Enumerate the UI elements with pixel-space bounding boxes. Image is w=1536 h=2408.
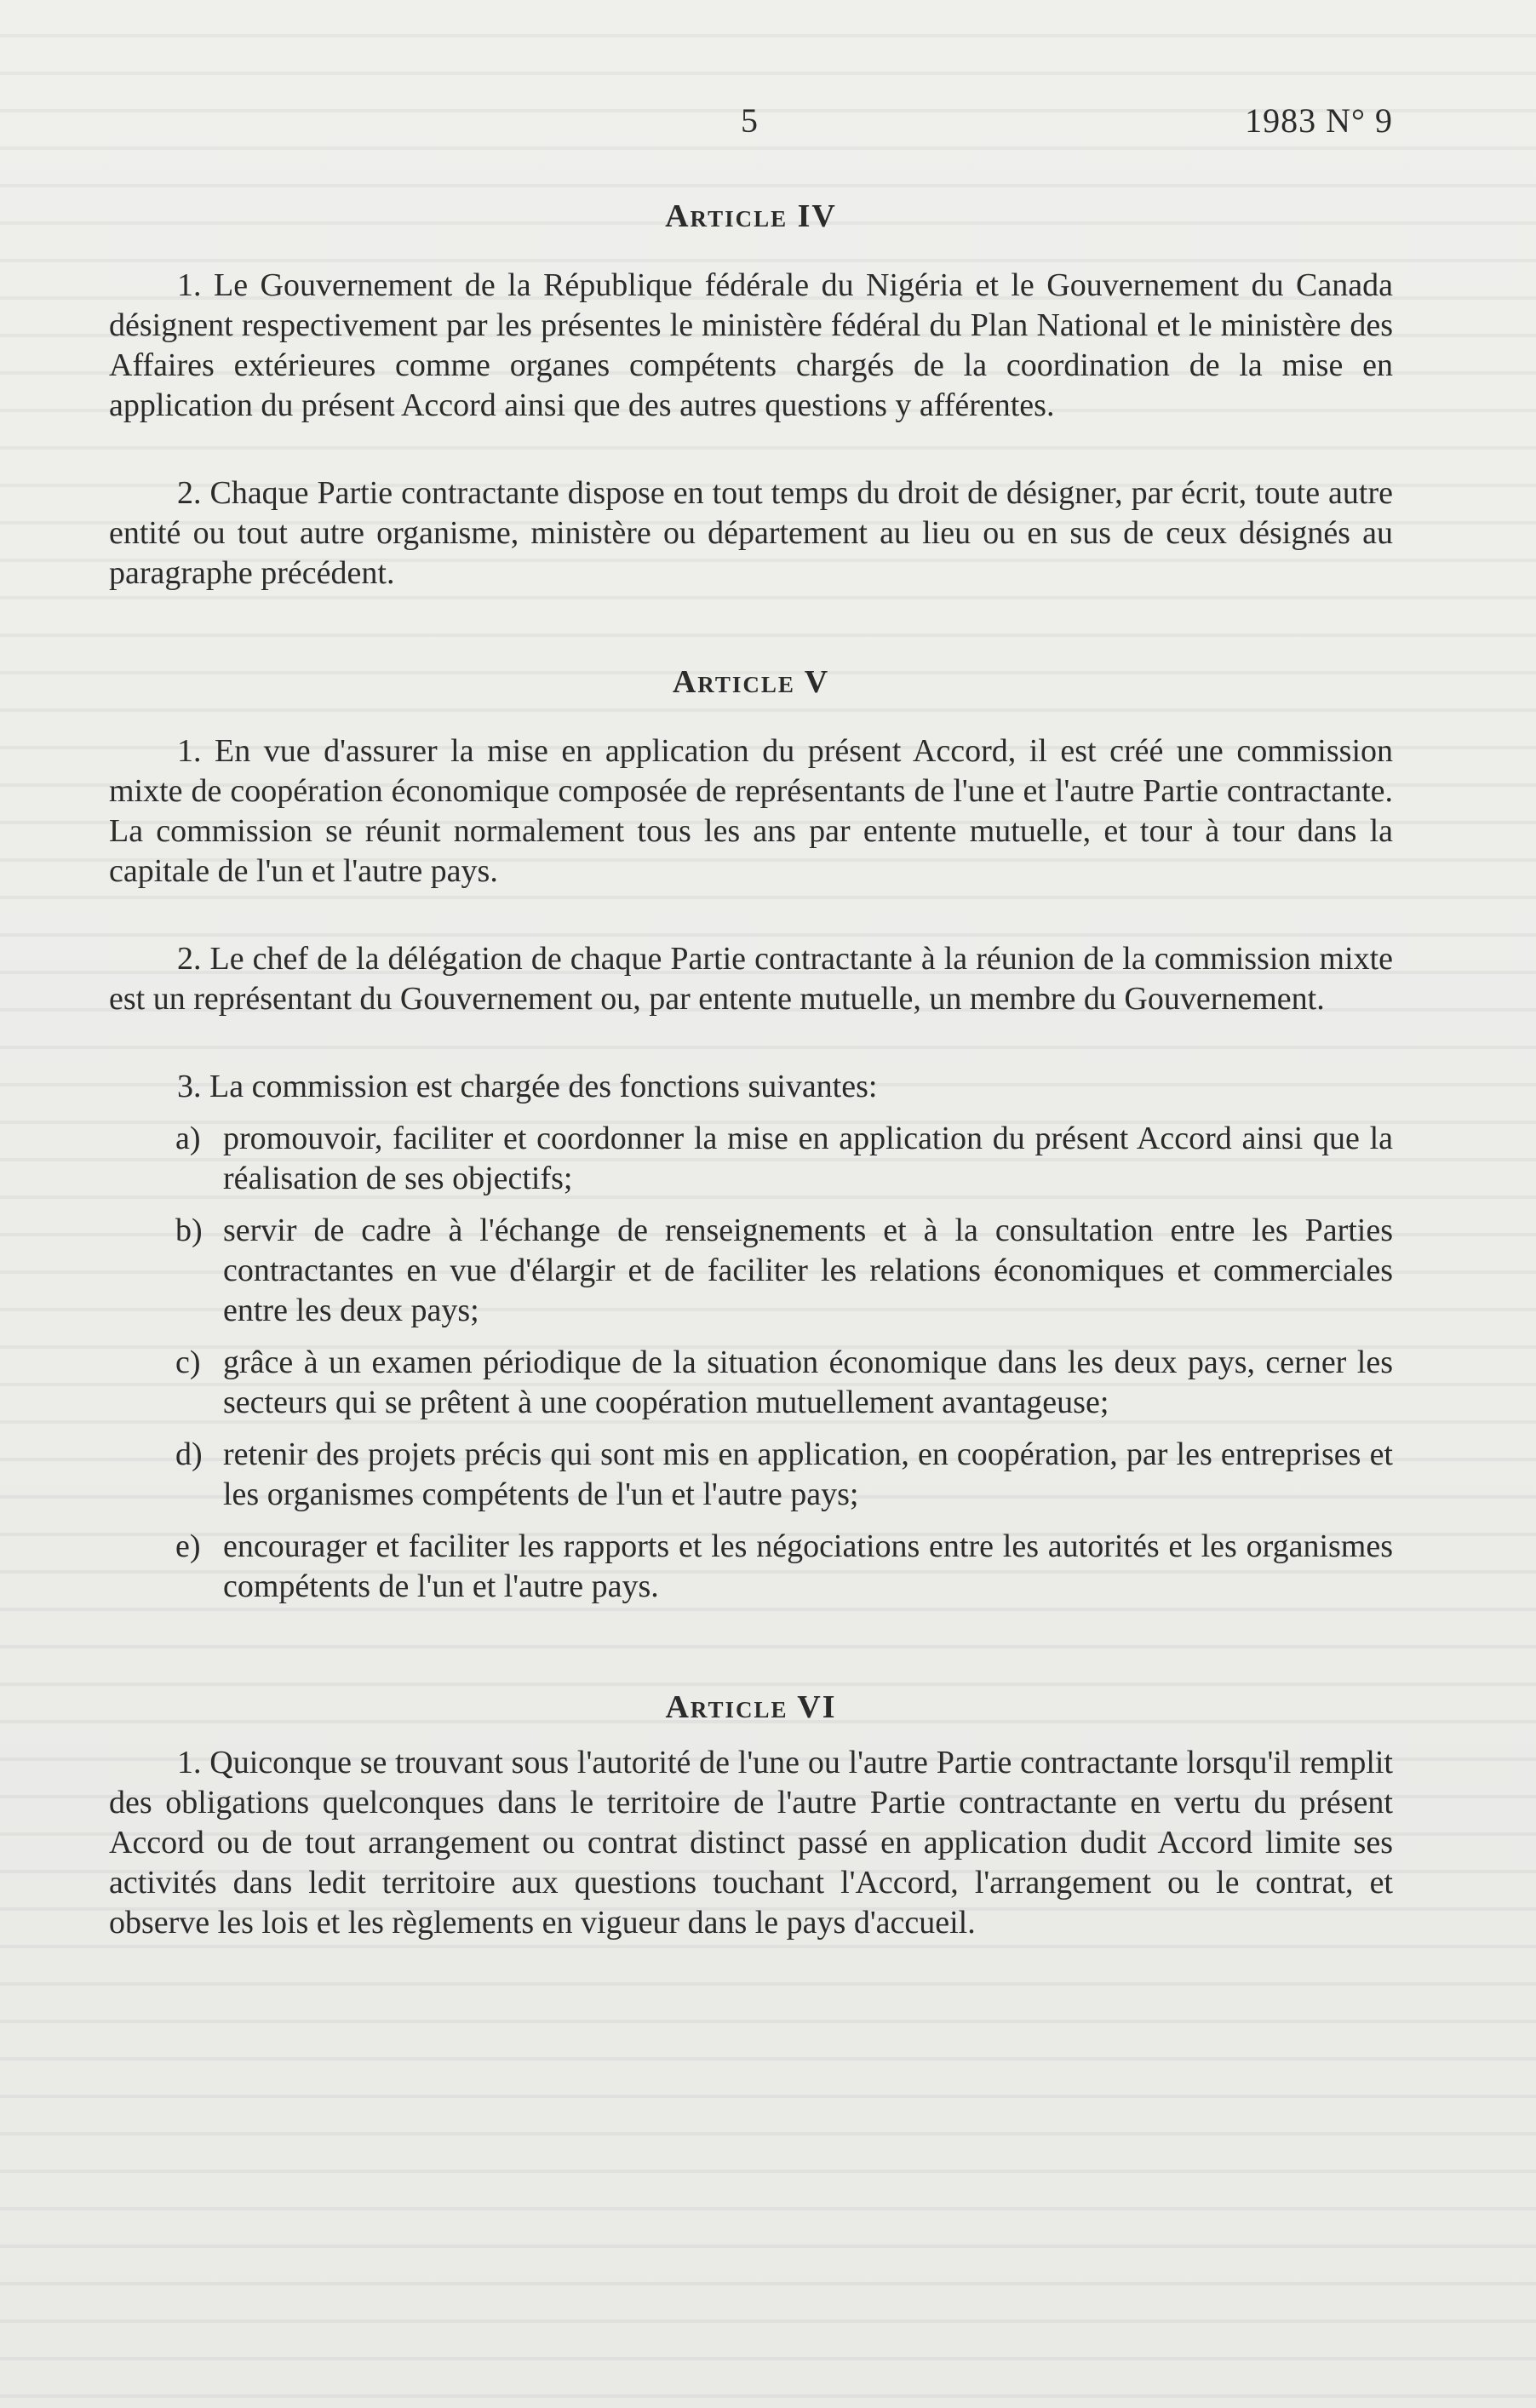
- document-reference: 1983 N° 9: [1245, 101, 1393, 140]
- article-5-paragraph-3: 3. La commission est chargée des fonctions suivantes:: [177, 1069, 878, 1104]
- article-5-paragraph-1: 1. En vue d'assurer la mise en application du présent Accord, il est créé une commission mixte de coopération économique composée de représentants de l'une et l'autre Partie contractante. La commission se réunit normalement tous les ans par entente mutuelle, et tour à tour dans la capitale de l'un et l'autre pays.: [109, 733, 1393, 889]
- list-item-text: promouvoir, faciliter et coordonner la mise en application du présent Accord ainsi que la réalisation de ses objectifs;: [223, 1121, 1393, 1196]
- article-4-paragraph-1: 1. Le Gouvernement de la République fédérale du Nigéria et le Gouvernement du Canada désignent respectivement par les présentes le ministère fédéral du Plan National et le ministère des Affaires extérieures comme organes compétents chargés de la coordination de la mise en application du présent Accord ainsi que des autres questions y afférentes.: [109, 267, 1393, 423]
- list-item-label: d): [175, 1436, 203, 1472]
- list-item: [109, 1119, 1393, 1199]
- list-item-text: servir de cadre à l'échange de renseignements et à la consultation entre les Parties contractantes en vue d'élargir et de faciliter les relations économiques et commerciales entre les deux pays;: [223, 1213, 1393, 1328]
- article-4-paragraph-2: 2. Chaque Partie contractante dispose en tout temps du droit de désigner, par écrit, toute autre entité ou tout autre organisme, ministère ou département au lieu ou en sus de ceux désignés au paragraphe précédent.: [109, 475, 1393, 591]
- document-body: [109, 194, 1393, 1943]
- list-item-label: e): [175, 1528, 201, 1564]
- list-item-text: retenir des projets précis qui sont mis en application, en coopération, par les entreprises et les organismes compétents de l'un et l'autre pays;: [223, 1436, 1393, 1512]
- article-6-heading: Article VI: [665, 1689, 837, 1725]
- list-item-text: encourager et faciliter les rapports et les négociations entre les autorités et les organismes compétents de l'un et l'autre pays.: [223, 1528, 1393, 1604]
- article-5-paragraph-2: 2. Le chef de la délégation de chaque Partie contractante à la réunion de la commission mixte est un représentant du Gouvernement ou, par entente mutuelle, un membre du Gouvernement.: [109, 941, 1393, 1017]
- article-6-paragraph-1: 1. Quiconque se trouvant sous l'autorité de l'une ou l'autre Partie contractante lorsqu'il remplit des obligations quelconques dans le territoire de l'autre Partie contractante en vertu du présent Accord ou de tout arrangement ou contrat distinct passé en application dudit Accord limite ses activités dans ledit territoire aux questions touchant l'Accord, l'arrangement ou le contrat, et observe les lois et les règlements en vigueur dans le pays d'accueil.: [109, 1745, 1393, 1941]
- list-item-label: a): [175, 1121, 201, 1156]
- list-item: [109, 1435, 1393, 1515]
- article-5-heading: Article V: [672, 664, 830, 700]
- list-item: [109, 1343, 1393, 1423]
- list-item-text: grâce à un examen périodique de la situation économique dans les deux pays, cerner les secteurs qui se prêtent à une coopération mutuellement avantageuse;: [223, 1344, 1393, 1420]
- page-number: 5: [741, 101, 758, 140]
- list-item: [109, 1527, 1393, 1607]
- list-item-label: b): [175, 1213, 203, 1248]
- list-item: [109, 1211, 1393, 1331]
- list-item-label: c): [175, 1344, 201, 1380]
- article-4-heading: Article IV: [665, 198, 837, 234]
